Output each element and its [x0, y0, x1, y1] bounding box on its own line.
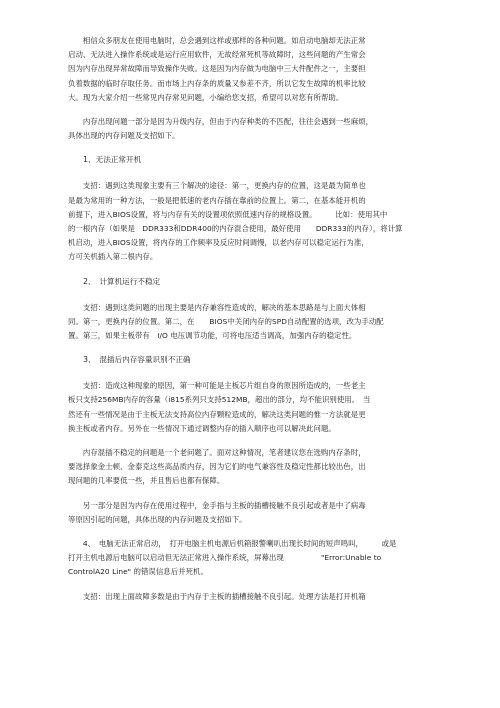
text-line: 4、 电脑无法正常启动， 打开电脑主机电源后机箱报警喇叭出现长时间的短声鸣叫， 或是 — [68, 539, 397, 549]
text-line: 内存出现问题一部分是因为升级内存，但由于内存种类的不匹配，往往会遇到一些麻烦， — [68, 117, 374, 127]
text-line: 机启动，进入BIOS设置，将内存的工作频率及反应时间调慢，以老内存可以稳定运行为准， — [68, 238, 369, 248]
text-line: 同。第一，更换内存的位置。第二，在 BIOS中关闭内存的SPD自动配置的选项，改为手动配 — [68, 316, 384, 326]
text-line: 换主板或者内存。另外在一些情况下通过调整内存的插入顺序也可以解决此问题。 — [68, 423, 336, 433]
text-line: ControlA20 Line" 的错误信息后并死机。 — [68, 567, 208, 577]
text-line: 内存混插不稳定的问题是一个老问题了。面对这种情况，笔者建议您在选购内存条时， — [68, 448, 366, 458]
intro-paragraph — [68, 34, 442, 105]
section-3-paragraph — [68, 379, 442, 436]
section-heading-2: 2、 计算机运行不稳定 — [68, 276, 161, 286]
text-line: 因为内存出现异常故障而导致操作失败。这是因为内存做为电脑中三大件配件之一，主要担 — [68, 64, 366, 74]
text-line: 支招：造成这种现象的原因，第一种可能是主板芯片组自身的原因所造成的，一些老主 — [68, 381, 366, 391]
section-heading-3: 3、 混插后内存容量识别不正确 — [68, 355, 191, 365]
text-line: 现问题的几率要低一些，并且售后也都有保障。 — [68, 476, 225, 486]
document-body — [68, 34, 442, 604]
mixing-advice-paragraph — [68, 446, 442, 489]
text-line: 负着数据的临时存取任务。而市场上内存条的质量又参差不齐，所以它发生故障的机率比较 — [68, 78, 366, 88]
text-line: 要选择象金士顿、金泰克这些高品质内存，因为它们的电气兼容性及稳定性都比较出色，出 — [68, 462, 366, 472]
text-line: 前提下，进入BIOS设置，将与内存有关的设置项依照低速内存的规格设置。 比如：使用其中 — [68, 209, 388, 219]
text-line: 置。第三，如果主板带有 I/O 电压调节功能，可将电压适当调高，加强内存的稳定性。 — [68, 331, 357, 341]
text-line: 打开主机电源后电脑可以启动但无法正常进入操作系统，屏幕出现 "Error:Unable to — [68, 553, 382, 563]
section-2-paragraph — [68, 301, 442, 344]
text-line: 相信众多朋友在使用电脑时，总会遇到这样或那样的各种问题。如启动电脑却无法正常 — [68, 36, 366, 45]
text-line: 板只支持256MB内存的容量（i815系列只支持512MB，超出的部分，均不能识别使用。 当 — [68, 395, 371, 405]
text-line: 等原因引起的问题，具体出现的内存问题及支招如下。 — [68, 514, 247, 524]
contact-problem-paragraph — [68, 499, 442, 527]
text-line: 支招：出现上面故障多数是由于内存于主板的插槽接触不良引起。处理方法是打开机箱 — [68, 591, 366, 601]
text-line: 启动、无法进入操作系统或是运行应用软件，无故经常死机等故障时，这些问题的产生常会 — [68, 50, 366, 60]
section-heading-1: 1、无法正常开机 — [68, 155, 142, 165]
text-line: 支招：遇到这类问题的出现主要是内存兼容性造成的，解决的基本思路是与上面大体相 — [68, 302, 366, 312]
text-line: 是最为常用的一种方法，一般是把低速的老内存插在靠前的位置上。第二，在基本能开机的 — [68, 195, 366, 205]
text-line: 大。现为大家介绍一些常见内存常见问题，小编给您支招，希望可以对您有所帮助。 — [68, 92, 344, 102]
text-line: 另一部分是因为内存在使用过程中，金手指与主板的插槽接触不良引起或者是中了病毒 — [68, 500, 366, 510]
text-line: 具体出现的内存问题及支招如下。 — [68, 131, 180, 141]
text-line: 的一根内存（如果是 DDR333和DDR400的内存混合使用，最好使用 DDR333的内存），将计算 — [68, 224, 403, 234]
section-4-solution-paragraph — [68, 590, 442, 604]
section-4-paragraph — [68, 537, 442, 580]
section-1-paragraph — [68, 179, 442, 264]
upgrade-paragraph — [68, 115, 442, 143]
text-line: 支招：遇到这类现象主要有三个解决的途径：第一，更换内存的位置，这是最为简单也 — [68, 181, 366, 191]
text-line: 方可关机插入第二根内存。 — [68, 252, 158, 262]
text-line: 然还有一些情况是由于主板无法支持高位内存颗粒造成的，解决这类问题的惟一方法就是更 — [68, 409, 366, 419]
